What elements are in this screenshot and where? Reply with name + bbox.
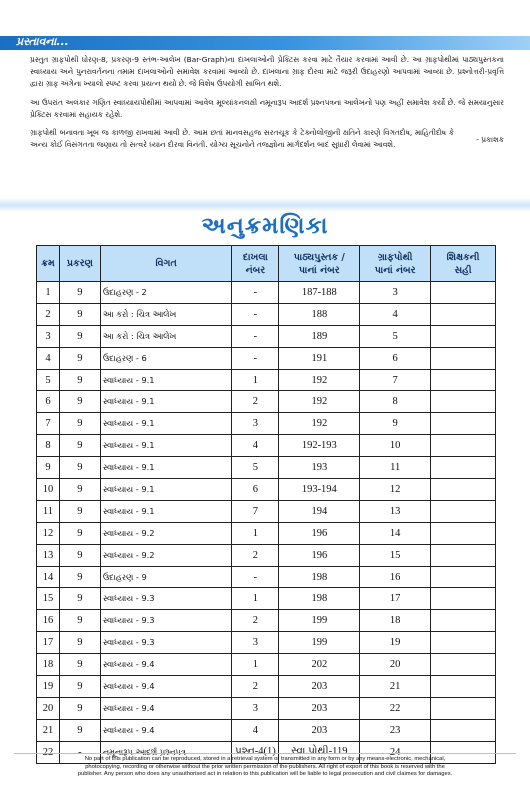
cell-teacher-signature[interactable]	[431, 413, 496, 435]
cell-topic: સ્વાધ્યાય - 9.3	[100, 632, 232, 654]
cell-graphbook-page: 11	[360, 457, 431, 479]
cell-textbook-page: 187-188	[279, 282, 360, 304]
header-graphbook-page	[360, 246, 431, 282]
table-row	[37, 369, 496, 391]
preface-header-bar	[0, 36, 530, 50]
cell-chapter: -	[59, 741, 100, 763]
cell-exercise: 2	[232, 676, 279, 698]
cell-number: 8	[37, 435, 60, 457]
cell-graphbook-page: 5	[360, 325, 431, 347]
index-table	[36, 245, 496, 764]
table-row	[37, 610, 496, 632]
cell-exercise: 3	[232, 413, 279, 435]
cell-topic: સ્વાધ્યાય - 9.1	[100, 500, 232, 522]
table-row	[37, 479, 496, 501]
cell-exercise: 2	[232, 391, 279, 413]
index-table-header	[37, 246, 496, 282]
cell-textbook-page: 196	[279, 522, 360, 544]
table-row	[37, 413, 496, 435]
cell-graphbook-page: 19	[360, 632, 431, 654]
cell-graphbook-page: 20	[360, 654, 431, 676]
cell-chapter: 9	[59, 282, 100, 304]
cell-exercise: -	[232, 303, 279, 325]
cell-textbook-page: 203	[279, 676, 360, 698]
cell-graphbook-page: 7	[360, 369, 431, 391]
cell-number: 6	[37, 391, 60, 413]
cell-graphbook-page: 16	[360, 566, 431, 588]
table-row	[37, 566, 496, 588]
cell-chapter: 9	[59, 588, 100, 610]
cell-exercise: 2	[232, 544, 279, 566]
header-textbook-line1: પાઠ્યપુસ્તક /	[293, 251, 345, 263]
publisher-signoff: - પ્રકાશક	[476, 135, 504, 145]
header-graphbook-line1: ગ્રાફપોથી	[377, 251, 413, 263]
cell-chapter: 9	[59, 479, 100, 501]
cell-textbook-page: 188	[279, 303, 360, 325]
cell-chapter: 9	[59, 325, 100, 347]
cell-graphbook-page: 3	[360, 282, 431, 304]
cell-graphbook-page: 21	[360, 676, 431, 698]
header-graphbook-line2: પાનાં નંબર	[374, 264, 416, 276]
index-table-body	[37, 282, 496, 764]
table-row	[37, 325, 496, 347]
cell-topic: સ્વાધ્યાય - 9.2	[100, 544, 232, 566]
table-row	[37, 588, 496, 610]
cell-topic: સ્વાધ્યાય - 9.1	[100, 457, 232, 479]
cell-textbook-page: 203	[279, 697, 360, 719]
cell-teacher-signature[interactable]	[431, 632, 496, 654]
cell-exercise: -	[232, 347, 279, 369]
cell-graphbook-page: 24	[360, 741, 431, 763]
header-textbook-page	[279, 246, 360, 282]
cell-teacher-signature[interactable]	[431, 588, 496, 610]
copyright-line-1: No part of this publication can be reproduced, stored in a retrieval system or transmitted in any form or by any means-electronic, mechanical,	[84, 756, 446, 762]
cell-chapter: 9	[59, 435, 100, 457]
cell-number: 4	[37, 347, 60, 369]
cell-teacher-signature[interactable]	[431, 676, 496, 698]
cell-teacher-signature[interactable]	[431, 457, 496, 479]
cell-chapter: 9	[59, 500, 100, 522]
cell-topic: સ્વાધ્યાય - 9.4	[100, 697, 232, 719]
cell-graphbook-page: 13	[360, 500, 431, 522]
cell-chapter: 9	[59, 391, 100, 413]
cell-textbook-page: 199	[279, 632, 360, 654]
cell-topic: નમૂનારૂપ આદર્શ પ્રશ્નપત્ર	[100, 741, 232, 763]
header-number: ક્રમ	[37, 246, 60, 282]
cell-topic: સ્વાધ્યાય - 9.4	[100, 654, 232, 676]
cell-teacher-signature[interactable]	[431, 369, 496, 391]
cell-topic: સ્વાધ્યાય - 9.1	[100, 435, 232, 457]
cell-chapter: 9	[59, 654, 100, 676]
cell-textbook-page: 199	[279, 610, 360, 632]
cell-teacher-signature[interactable]	[431, 544, 496, 566]
cell-textbook-page: 191	[279, 347, 360, 369]
cell-number: 5	[37, 369, 60, 391]
table-row	[37, 347, 496, 369]
cell-teacher-signature[interactable]	[431, 610, 496, 632]
cell-number: 19	[37, 676, 60, 698]
cell-exercise: 7	[232, 500, 279, 522]
cell-number: 11	[37, 500, 60, 522]
cell-topic: સ્વાધ્યાય - 9.4	[100, 719, 232, 741]
header-exercise-line2: નંબર	[245, 264, 266, 276]
cell-teacher-signature[interactable]	[431, 347, 496, 369]
cell-graphbook-page: 9	[360, 413, 431, 435]
cell-textbook-page: 193	[279, 457, 360, 479]
table-row	[37, 391, 496, 413]
cell-teacher-signature[interactable]	[431, 479, 496, 501]
index-title: અનુક્રમણિકા	[201, 213, 329, 239]
cell-topic: આ કરો : ચિત્ર આલેખ	[100, 303, 232, 325]
cell-textbook-page: 203	[279, 719, 360, 741]
preface-paragraph-1: પ્રસ્તુત ગ્રાફપોથી ધોરણ-8, પ્રકરણ-9 સ્તંભ-આલેખ (Bar-Graph)ના દાખલાઓની પ્રેક્ટિસ કરવા માટે તૈયાર કરવામાં આવી છે. આ ગ્રાફપોથીમાં પાઠ્યપુસ્તકના સ્વાધ્યાય અને પુનરાવર્તનના તમામ દાખલાઓનો સમાવેશ કરવામાં આવ્યો છે. દાખલાના ગ્રાફ દોરવા માટે જરૂરી ઉદાહરણો આપવામાં આવ્યા છે. પ્રશ્નોત્તરી-પ્રવૃત્તિ દ્વારા ગ્રાફ અંગેના ખ્યાલો સ્પષ્ટ કરવા પ્રયત્ન થયો છે. જે વિશેષ ઉપયોગી સાબિત થશે.	[30, 55, 504, 89]
cell-textbook-page: 202	[279, 654, 360, 676]
header-exercise	[232, 246, 279, 282]
table-row	[37, 544, 496, 566]
cell-textbook-page: 194	[279, 500, 360, 522]
cell-graphbook-page: 8	[360, 391, 431, 413]
cell-textbook-page: 196	[279, 544, 360, 566]
cell-chapter: 9	[59, 369, 100, 391]
cell-graphbook-page: 6	[360, 347, 431, 369]
header-topic: વિગત	[100, 246, 232, 282]
preface-title: પ્રસ્તાવના...	[16, 35, 69, 48]
cell-topic: આ કરો : ચિત્ર આલેખ	[100, 325, 232, 347]
cell-textbook-page: 193-194	[279, 479, 360, 501]
cell-chapter: 9	[59, 413, 100, 435]
cell-textbook-page: 192	[279, 391, 360, 413]
cell-exercise: 1	[232, 369, 279, 391]
cell-exercise: 2	[232, 610, 279, 632]
cell-teacher-signature[interactable]	[431, 697, 496, 719]
table-row	[37, 654, 496, 676]
cell-number: 9	[37, 457, 60, 479]
cell-exercise: -	[232, 325, 279, 347]
cell-chapter: 9	[59, 676, 100, 698]
cell-exercise: 1	[232, 654, 279, 676]
cell-chapter: 9	[59, 632, 100, 654]
header-exercise-line1: દાખલા	[242, 251, 268, 263]
cell-exercise: 4	[232, 435, 279, 457]
cell-textbook-page: 192-193	[279, 435, 360, 457]
cell-teacher-signature[interactable]	[431, 303, 496, 325]
header-teacher-signature	[431, 246, 496, 282]
cell-graphbook-page: 17	[360, 588, 431, 610]
cell-topic: ઉદાહરણ - 6	[100, 347, 232, 369]
cell-chapter: 9	[59, 566, 100, 588]
cell-chapter: 9	[59, 719, 100, 741]
cell-teacher-signature[interactable]	[431, 500, 496, 522]
cell-textbook-page: 198	[279, 588, 360, 610]
cell-exercise: 6	[232, 479, 279, 501]
cell-textbook-page: 198	[279, 566, 360, 588]
cell-topic: સ્વાધ્યાય - 9.1	[100, 413, 232, 435]
cell-graphbook-page: 22	[360, 697, 431, 719]
cell-graphbook-page: 18	[360, 610, 431, 632]
cell-graphbook-page: 4	[360, 303, 431, 325]
cell-teacher-signature[interactable]	[431, 391, 496, 413]
cell-topic: સ્વાધ્યાય - 9.3	[100, 610, 232, 632]
table-row	[37, 303, 496, 325]
copyright-line-2: photocopying, recording or otherwise without the prior written permission of the publishers. All right of export of this book is reserved with the	[85, 763, 445, 770]
cell-chapter: 9	[59, 303, 100, 325]
copyright-line-3: publisher. Any person who does any unauthorised act in relation to this publication will be liable to legal prosecution and civil claimes for damages.	[77, 771, 453, 778]
cell-topic: સ્વાધ્યાય - 9.3	[100, 588, 232, 610]
cell-exercise: પ્રશ્ન-4(1)	[232, 741, 279, 763]
table-row	[37, 435, 496, 457]
cell-number: 1	[37, 282, 60, 304]
cell-number: 21	[37, 719, 60, 741]
header-chapter: પ્રકરણ	[59, 246, 100, 282]
cell-chapter: 9	[59, 610, 100, 632]
cell-graphbook-page: 23	[360, 719, 431, 741]
preface-body	[30, 54, 504, 157]
cell-number: 17	[37, 632, 60, 654]
cell-chapter: 9	[59, 522, 100, 544]
cell-textbook-page: 189	[279, 325, 360, 347]
cell-exercise: -	[232, 566, 279, 588]
section-divider-band	[0, 198, 530, 212]
cell-number: 7	[37, 413, 60, 435]
cell-number: 16	[37, 610, 60, 632]
cell-number: 2	[37, 303, 60, 325]
header-teacher-line2: સહી	[454, 264, 472, 276]
cell-number: 18	[37, 654, 60, 676]
header-teacher-line1: શિક્ષકની	[446, 251, 480, 263]
cell-number: 22	[37, 741, 60, 763]
cell-teacher-signature[interactable]	[431, 282, 496, 304]
cell-teacher-signature[interactable]	[431, 435, 496, 457]
cell-exercise: 5	[232, 457, 279, 479]
cell-number: 12	[37, 522, 60, 544]
cell-teacher-signature[interactable]	[431, 566, 496, 588]
cell-exercise: 3	[232, 632, 279, 654]
cell-topic: સ્વાધ્યાય - 9.4	[100, 676, 232, 698]
preface-paragraph-2: આ ઉપરાંત અલંકાર ગણિત સ્વાધ્યાયપોથીમાં આપવામાં આવેલ મૂલ્યાંકનલક્ષી નમૂનારૂપ આદર્શ પ્રશ્નપત્રના આલેખનો પણ અહીં સમાવેશ કર્યો છે. જે સમયાનુસાર પ્રેક્ટિસ કરવામાં સહાયક રહેશે.	[30, 97, 504, 119]
cell-exercise: 1	[232, 588, 279, 610]
table-row	[37, 676, 496, 698]
preface-section	[0, 0, 530, 195]
table-row	[37, 457, 496, 479]
cell-topic: સ્વાધ્યાય - 9.1	[100, 391, 232, 413]
cell-exercise: 1	[232, 522, 279, 544]
cell-textbook-page: 192	[279, 369, 360, 391]
cell-textbook-page: 192	[279, 413, 360, 435]
table-row	[37, 632, 496, 654]
cell-number: 14	[37, 566, 60, 588]
cell-graphbook-page: 10	[360, 435, 431, 457]
preface-paragraph-3: ગ્રાફપોથી બનાવતા ખૂબ જ કાળજી રાખવામાં આવી છે. આમ છતાં માનવસહજ સરતચૂક કે ટેક્નોલોજીની ક્ષતિને કારણે વિગતદોષ, માહિતીદોષ કે અન્ય કોઈ વિસંગતતા જણાય તો સત્વરે ધ્યાન દોરવા વિનંતી. યોગ્ય સૂચનોને તજજ્ઞોના માર્ગદર્શન બાદ સુધારી લેવામાં આવશે.	[30, 128, 454, 150]
table-row	[37, 500, 496, 522]
cell-teacher-signature[interactable]	[431, 654, 496, 676]
cell-teacher-signature[interactable]	[431, 522, 496, 544]
table-row	[37, 282, 496, 304]
cell-topic: ઉદાહરણ - 2	[100, 282, 232, 304]
cell-chapter: 9	[59, 457, 100, 479]
cell-topic: સ્વાધ્યાય - 9.1	[100, 369, 232, 391]
cell-teacher-signature[interactable]	[431, 325, 496, 347]
header-textbook-line2: પાનાં નંબર	[298, 264, 340, 276]
cell-number: 10	[37, 479, 60, 501]
cell-exercise: 4	[232, 719, 279, 741]
table-row	[37, 697, 496, 719]
cell-exercise: -	[232, 282, 279, 304]
copyright-notice	[14, 753, 516, 779]
cell-teacher-signature[interactable]	[431, 719, 496, 741]
cell-topic: સ્વાધ્યાય - 9.2	[100, 522, 232, 544]
cell-number: 15	[37, 588, 60, 610]
cell-topic: સ્વાધ્યાય - 9.1	[100, 479, 232, 501]
table-row	[37, 522, 496, 544]
cell-graphbook-page: 14	[360, 522, 431, 544]
cell-chapter: 9	[59, 347, 100, 369]
cell-chapter: 9	[59, 544, 100, 566]
cell-topic: ઉદાહરણ - 9	[100, 566, 232, 588]
cell-graphbook-page: 15	[360, 544, 431, 566]
cell-exercise: 3	[232, 697, 279, 719]
cell-textbook-page: સ્વા.પોથી-119	[279, 741, 360, 763]
cell-graphbook-page: 12	[360, 479, 431, 501]
preface-closing	[30, 127, 504, 151]
cell-number: 3	[37, 325, 60, 347]
cell-chapter: 9	[59, 697, 100, 719]
table-row	[37, 719, 496, 741]
cell-number: 13	[37, 544, 60, 566]
cell-number: 20	[37, 697, 60, 719]
